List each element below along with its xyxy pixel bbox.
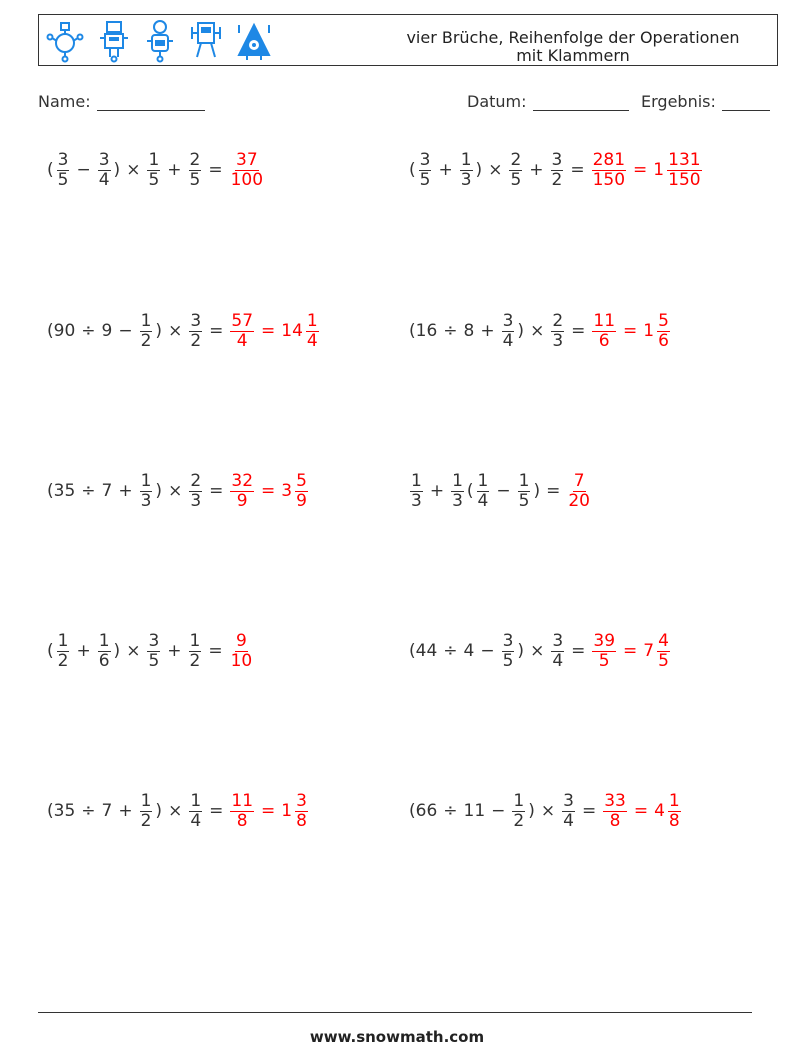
numerator: 2 [552, 310, 564, 331]
footer-divider [38, 1012, 752, 1013]
fraction [98, 149, 111, 190]
date-blank[interactable] [533, 94, 629, 111]
denominator: 4 [306, 330, 318, 351]
numerator: 33 [604, 790, 626, 811]
operator: = [570, 160, 585, 180]
fraction [295, 790, 308, 831]
denominator: 3 [140, 490, 152, 511]
denominator: 2 [190, 330, 202, 351]
number-text: 1 [643, 321, 655, 341]
numerator: 1 [189, 630, 201, 651]
robot-1-icon [45, 19, 85, 63]
numerator: 2 [190, 470, 202, 491]
denominator: 4 [477, 490, 489, 511]
numerator: 32 [231, 470, 254, 491]
operator: = [571, 321, 586, 341]
robot-4-icon [189, 19, 223, 63]
numerator: 3 [419, 149, 431, 170]
numerator: 3 [296, 790, 307, 811]
problem-5 [46, 467, 310, 515]
denominator: 3 [552, 330, 564, 351]
fraction [567, 470, 591, 511]
operator: = [261, 801, 276, 821]
fraction [410, 470, 423, 511]
operator: = [261, 481, 276, 501]
numerator: 1 [148, 149, 160, 170]
operator: ÷ [443, 801, 458, 821]
fraction [189, 470, 202, 511]
denominator: 5 [189, 169, 201, 190]
fraction [657, 630, 670, 671]
number-text: ) [533, 481, 541, 501]
operator: = [623, 641, 638, 661]
numerator: 2 [189, 149, 201, 170]
numerator: 7 [573, 470, 585, 491]
numerator: 37 [236, 149, 258, 170]
operator: + [480, 321, 495, 341]
denominator: 20 [568, 490, 590, 511]
operator: + [429, 481, 445, 501]
fraction [98, 630, 111, 671]
denominator: 5 [148, 169, 160, 190]
number-text: (35 [47, 481, 76, 501]
operator: = [209, 321, 224, 341]
operator: = [209, 481, 224, 501]
number-text: ) [155, 321, 163, 341]
number-text: ( [47, 160, 54, 180]
fraction [230, 630, 254, 671]
numerator: 5 [658, 310, 669, 331]
fraction [562, 790, 575, 831]
operator: − [118, 321, 133, 341]
numerator: 1 [140, 790, 152, 811]
denominator: 6 [658, 330, 669, 351]
fraction [230, 470, 254, 511]
numerator: 3 [98, 149, 110, 170]
denominator: 5 [598, 650, 610, 671]
number-text: 4 [463, 641, 475, 661]
answer [228, 310, 320, 351]
answer [590, 310, 672, 351]
problem-10 [408, 787, 683, 835]
number-text: 7 [643, 641, 655, 661]
answer [228, 470, 310, 511]
denominator: 4 [236, 330, 248, 351]
number-text: 7 [101, 801, 113, 821]
numerator: 1 [140, 310, 152, 331]
number-text: 8 [463, 321, 475, 341]
operator: × [530, 321, 545, 341]
problem-2 [408, 146, 704, 194]
footer-url: www.snowmath.com [309, 1028, 485, 1046]
answer [228, 790, 310, 831]
result-field [641, 92, 770, 111]
denominator: 150 [592, 169, 626, 190]
denominator: 5 [510, 169, 522, 190]
numerator: 3 [148, 630, 160, 651]
answer [601, 790, 683, 831]
fraction [147, 149, 160, 190]
name-field [38, 92, 205, 111]
number-text: ) [113, 160, 121, 180]
denominator: 2 [189, 650, 201, 671]
fraction [419, 149, 432, 190]
fraction [551, 149, 564, 190]
numerator: 3 [551, 149, 563, 170]
fraction [592, 630, 616, 671]
numerator: 3 [502, 630, 514, 651]
number-text: (66 [409, 801, 438, 821]
operator: = [633, 160, 648, 180]
denominator: 2 [140, 330, 152, 351]
number-text: ) [517, 321, 525, 341]
numerator: 3 [190, 310, 202, 331]
date-label: Datum: [467, 92, 527, 111]
problem-3 [46, 307, 321, 355]
numerator: 1 [57, 630, 69, 651]
operator: = [546, 481, 561, 501]
numerator: 1 [306, 310, 318, 331]
number-text: ) [475, 160, 483, 180]
numerator: 1 [452, 470, 463, 491]
number-text: ) [113, 641, 121, 661]
number-text: 14 [281, 321, 303, 341]
numerator: 1 [518, 470, 530, 491]
denominator: 2 [513, 810, 525, 831]
number-text: 11 [463, 801, 486, 821]
numerator: 1 [460, 149, 472, 170]
numerator: 11 [593, 310, 616, 331]
number-text: 4 [654, 801, 665, 821]
operator: × [168, 801, 183, 821]
denominator: 9 [236, 490, 248, 511]
number-text: ( [466, 481, 474, 501]
fraction [230, 149, 264, 190]
fraction [603, 790, 627, 831]
fraction [306, 310, 319, 351]
numerator: 1 [513, 790, 525, 811]
answer [590, 630, 672, 671]
fraction [512, 790, 525, 831]
fraction [451, 470, 464, 511]
fraction [147, 630, 160, 671]
fraction [230, 310, 254, 351]
fraction [57, 149, 70, 190]
numerator: 4 [658, 630, 669, 651]
date-field [467, 92, 629, 111]
denominator: 8 [296, 810, 307, 831]
answer [565, 470, 593, 511]
number-text: 7 [101, 481, 113, 501]
numerator: 9 [236, 630, 247, 651]
denominator: 8 [668, 810, 680, 831]
name-label: Name: [38, 92, 91, 111]
numerator: 1 [140, 470, 152, 491]
operator: × [488, 160, 503, 180]
worksheet-header [38, 14, 778, 66]
fraction [592, 149, 626, 190]
operator: ÷ [81, 801, 96, 821]
denominator: 2 [551, 169, 563, 190]
operator: × [530, 641, 545, 661]
number-text: 1 [281, 801, 293, 821]
name-blank[interactable] [97, 94, 205, 111]
number-text: ) [155, 801, 163, 821]
robot-5-icon [235, 19, 273, 63]
numerator: 1 [411, 470, 422, 491]
operator: + [118, 801, 133, 821]
robot-3-icon [143, 19, 177, 63]
problem-6 [408, 467, 593, 515]
operator: + [76, 641, 91, 661]
title-line-2: mit Klammern [516, 46, 630, 65]
number-text: ) [517, 641, 525, 661]
numerator: 3 [563, 790, 574, 811]
denominator: 6 [598, 330, 610, 351]
fraction [189, 310, 202, 351]
fraction [460, 149, 473, 190]
operator: ÷ [443, 321, 458, 341]
operator: − [480, 641, 495, 661]
denominator: 2 [140, 810, 152, 831]
number-text: ( [409, 160, 416, 180]
answer [228, 149, 266, 190]
fraction [657, 310, 670, 351]
numerator: 281 [592, 149, 626, 170]
problem-1 [46, 146, 266, 194]
operator: + [529, 160, 544, 180]
operator: − [76, 160, 91, 180]
result-label: Ergebnis: [641, 92, 716, 111]
operator: × [540, 801, 556, 821]
operator: = [208, 160, 223, 180]
operator: = [209, 801, 224, 821]
denominator: 6 [98, 650, 110, 671]
robot-icons [45, 19, 273, 63]
denominator: 5 [518, 490, 530, 511]
fraction [509, 149, 522, 190]
denominator: 4 [563, 810, 574, 831]
operator: = [261, 321, 276, 341]
operator: = [581, 801, 597, 821]
fraction [477, 470, 490, 511]
denominator: 4 [98, 169, 110, 190]
number-text: (35 [47, 801, 76, 821]
number-text: (44 [409, 641, 438, 661]
operator: × [168, 321, 183, 341]
denominator: 5 [419, 169, 431, 190]
denominator: 2 [57, 650, 69, 671]
fraction [551, 630, 564, 671]
denominator: 8 [236, 810, 248, 831]
number-text: 1 [653, 160, 665, 180]
number-text: ) [528, 801, 535, 821]
denominator: 3 [411, 490, 422, 511]
numerator: 3 [502, 310, 514, 331]
operator: + [118, 481, 133, 501]
operator: ÷ [81, 481, 96, 501]
numerator: 1 [190, 790, 202, 811]
worksheet-title [393, 29, 753, 65]
number-text: (16 [409, 321, 438, 341]
denominator: 100 [230, 169, 264, 190]
numerator: 1 [98, 630, 110, 651]
fraction [57, 630, 70, 671]
fraction [189, 630, 202, 671]
numerator: 57 [231, 310, 254, 331]
denominator: 10 [230, 650, 253, 671]
robot-2-icon [97, 19, 131, 63]
numerator: 1 [668, 790, 680, 811]
answer [590, 149, 704, 190]
number-text: 9 [101, 321, 113, 341]
denominator: 150 [668, 169, 701, 190]
fraction [140, 470, 153, 511]
operator: = [208, 641, 223, 661]
numerator: 3 [57, 149, 69, 170]
number-text: ( [47, 641, 54, 661]
numerator: 2 [510, 149, 522, 170]
numerator: 5 [296, 470, 307, 491]
numerator: 11 [231, 790, 254, 811]
denominator: 5 [658, 650, 669, 671]
denominator: 5 [502, 650, 514, 671]
number-text: 3 [281, 481, 293, 501]
result-blank[interactable] [722, 94, 770, 111]
denominator: 5 [57, 169, 69, 190]
fraction [592, 310, 616, 351]
denominator: 9 [296, 490, 307, 511]
operator: − [491, 801, 506, 821]
fraction [140, 310, 153, 351]
number-text: (90 [47, 321, 76, 341]
operator: + [438, 160, 453, 180]
denominator: 4 [552, 650, 564, 671]
operator: × [168, 481, 183, 501]
fraction [230, 790, 254, 831]
numerator: 1 [477, 470, 489, 491]
fraction [518, 470, 531, 511]
fraction [668, 790, 681, 831]
fraction [551, 310, 564, 351]
fraction [140, 790, 153, 831]
numerator: 39 [593, 630, 616, 651]
problem-9 [46, 787, 310, 835]
number-text: ) [155, 481, 163, 501]
denominator: 4 [190, 810, 202, 831]
fraction [667, 149, 701, 190]
denominator: 3 [190, 490, 202, 511]
numerator: 3 [552, 630, 564, 651]
fraction [295, 470, 308, 511]
denominator: 4 [502, 330, 514, 351]
operator: ÷ [81, 321, 96, 341]
problem-8 [408, 627, 672, 675]
operator: + [167, 641, 182, 661]
operator: × [126, 160, 141, 180]
numerator: 131 [668, 149, 701, 170]
operator: ÷ [443, 641, 458, 661]
problem-7 [46, 627, 255, 675]
fraction [502, 630, 515, 671]
operator: + [167, 160, 182, 180]
fraction [502, 310, 515, 351]
fraction [189, 790, 202, 831]
denominator: 8 [609, 810, 621, 831]
operator: = [571, 641, 586, 661]
title-line-1: vier Brüche, Reihenfolge der Operationen [406, 28, 740, 47]
answer [228, 630, 256, 671]
operator: − [496, 481, 511, 501]
operator: = [623, 321, 638, 341]
operator: = [633, 801, 649, 821]
problem-4 [408, 307, 672, 355]
operator: × [126, 641, 141, 661]
denominator: 5 [148, 650, 160, 671]
denominator: 3 [460, 169, 472, 190]
denominator: 3 [452, 490, 463, 511]
fraction [189, 149, 202, 190]
